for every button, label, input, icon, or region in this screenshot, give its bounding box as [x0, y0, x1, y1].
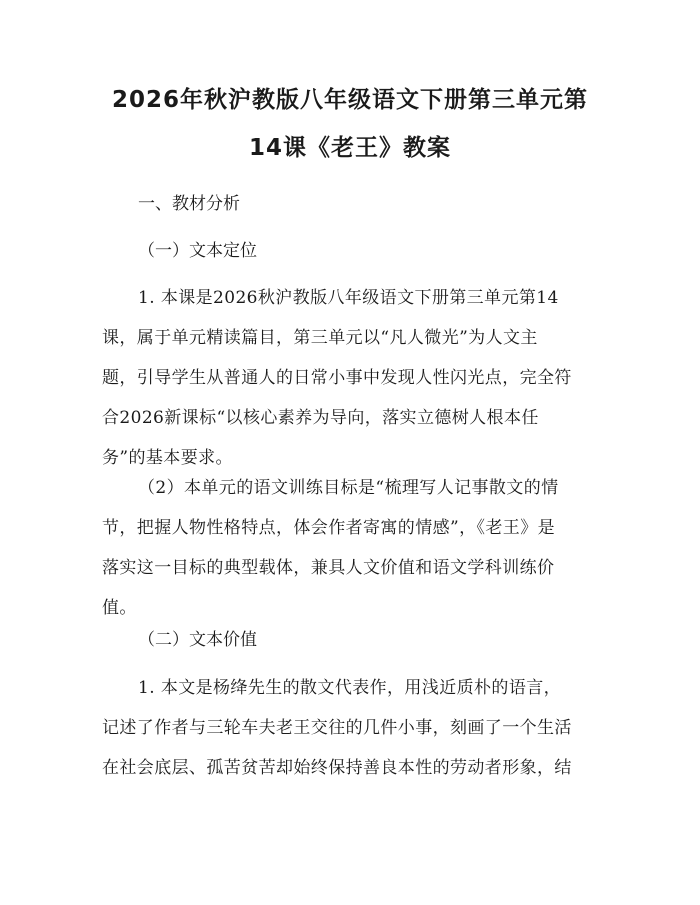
paragraph-text-positioning-1 [102, 290, 600, 490]
subsection-heading-text-value: （二）文本价值 [138, 630, 257, 650]
paragraph-line: 1. 本课是2026秋沪教版八年级语文下册第三单元第14 [138, 288, 559, 308]
document-title-line-2: 14课《老王》教案 [248, 135, 451, 161]
document-title-line-1: 2026年秋沪教版八年级语文下册第三单元第 [111, 87, 588, 113]
paragraph-line: 题，引导学生从普通人的日常小事中发现人性闪光点，完全符 [102, 368, 572, 388]
section-heading-textbook-analysis: 一、教材分析 [138, 194, 240, 214]
paragraph-line: 1. 本文是杨绛先生的散文代表作，用浅近质朴的语言， [138, 678, 562, 698]
paragraph-line: 合2026新课标“以核心素养为导向，落实立德树人根本任 [102, 408, 539, 428]
paragraph-line: 落实这一目标的典型载体，兼具人文价值和语文学科训练价 [102, 558, 555, 578]
paragraph-line: 务”的基本要求。 [102, 448, 233, 468]
paragraph-line: （2）本单元的语文训练目标是“梳理写人记事散文的情 [138, 478, 559, 498]
paragraph-line: 课，属于单元精读篇目，第三单元以“凡人微光”为人文主 [102, 328, 538, 348]
paragraph-text-positioning-2 [102, 480, 600, 640]
paragraph-line: 值。 [102, 598, 137, 618]
subsection-heading-text-positioning: （一）文本定位 [138, 241, 257, 261]
paragraph-line: 记述了作者与三轮车夫老王交往的几件小事，刻画了一个生活 [102, 718, 572, 738]
paragraph-text-value-1 [102, 680, 600, 800]
paragraph-line: 在社会底层、孤苦贫苦却始终保持善良本性的劳动者形象，结 [102, 758, 572, 778]
paragraph-line: 节，把握人物性格特点，体会作者寄寓的情感”，《老王》是 [102, 518, 555, 538]
